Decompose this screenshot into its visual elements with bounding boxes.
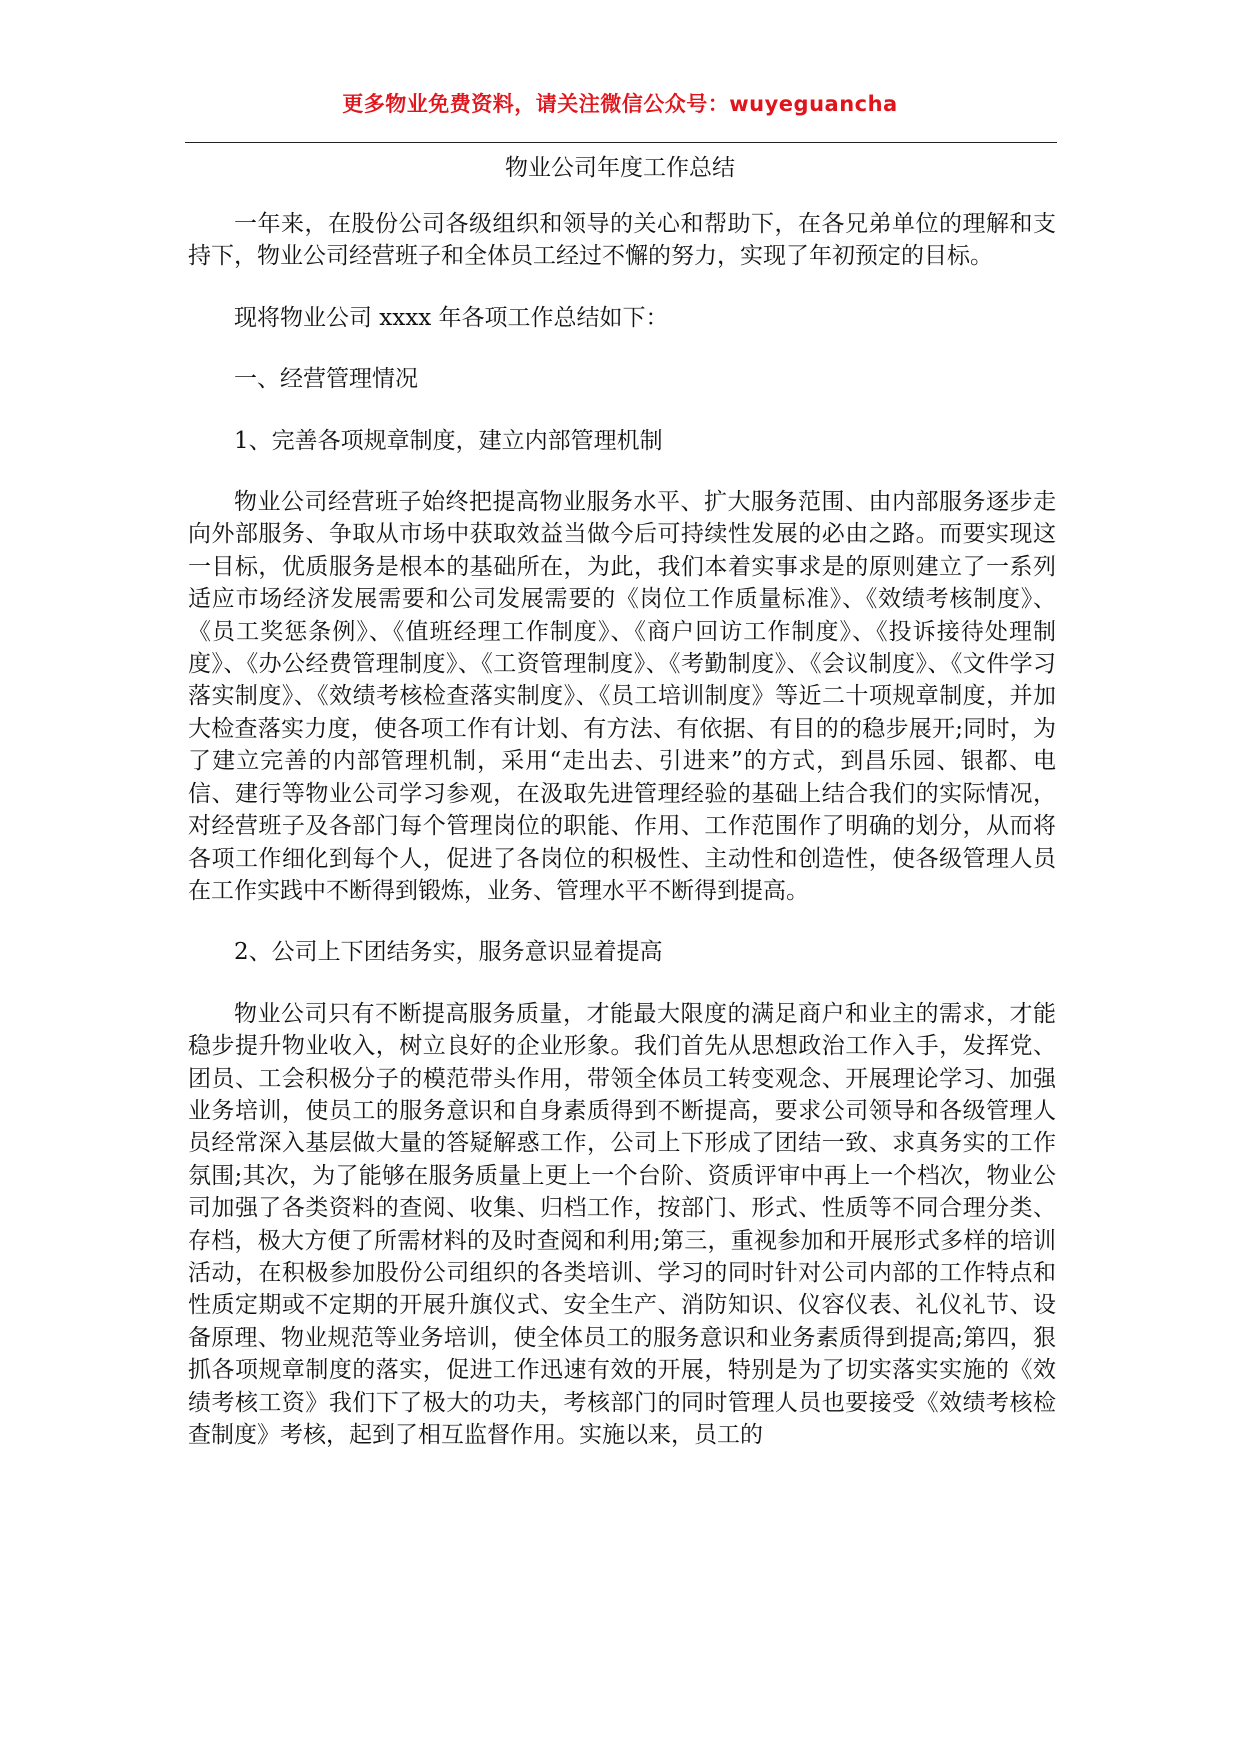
document-title: 物业公司年度工作总结 <box>505 155 735 181</box>
paragraph-summary-lead: 现将物业公司 xxxx 年各项工作总结如下： <box>234 304 669 331</box>
section-heading-1: 一、经营管理情况 <box>234 366 418 393</box>
paragraph-intro: 一年来，在股份公司各级组织和领导的关心和帮助下，在各兄弟单位的理解和支持下，物业公司经营班子和全体员工经过不懈的努力，实现了年初预定的目标。 <box>188 211 1056 270</box>
header-divider <box>185 142 1057 143</box>
subsection-heading-2: 2、公司上下团结务实，服务意识显着提高 <box>234 939 663 966</box>
paragraph-rules-system: 物业公司经营班子始终把提高物业服务水平、扩大服务范围、由内部服务逐步走向外部服务、争取从市场中获取效益当做今后可持续性发展的必由之路。而要实现这一目标，优质服务是根本的基础所在，为此，我们本着实事求是的原则建立了一系列适应市场经济发展需要和公司发展需要的《岗位工作质量标准》、《效绩考核制度》、《员工奖惩条例》、《值班经理工作制度》、《商户回访工作制度》、《投诉接待处理制度》、《办公经费管理制度》、《工资管理制度》、《考勤制度》、《会议制度》、《文件学习落实制度》、《效绩考核检查落实制度》、《员工培训制度》等近二十项规章制度，并加大检查落实力度，使各项工作有计划、有方法、有依据、有目的的稳步展开;同时，为了建立完善的内部管理机制，采用“走出去、引进来”的方式，到昌乐园、银都、电信、建行等物业公司学习参观，在汲取先进管理经验的基础上结合我们的实际情况，对经营班子及各部门每个管理岗位的职能、作用、工作范围作了明确的划分，从而将各项工作细化到每个人，促进了各岗位的积极性、主动性和创造性，使各级管理人员在工作实践中不断得到锻炼，业务、管理水平不断得到提高。 <box>188 489 1056 904</box>
paragraph-service-awareness: 物业公司只有不断提高服务质量，才能最大限度的满足商户和业主的需求，才能稳步提升物业收入，树立良好的企业形象。我们首先从思想政治工作入手，发挥党、团员、工会积极分子的模范带头作用，带领全体员工转变观念、开展理论学习、加强业务培训，使员工的服务意识和自身素质得到不断提高，要求公司领导和各级管理人员经常深入基层做大量的答疑解惑工作，公司上下形成了团结一致、求真务实的工作氛围;其次，为了能够在服务质量上更上一个台阶、资质评审中再上一个档次，物业公司加强了各类资料的查阅、收集、归档工作，按部门、形式、性质等不同合理分类、存档，极大方便了所需材料的及时查阅和利用;第三，重视参加和开展形式多样的培训活动，在积极参加股份公司组织的各类培训、学习的同时针对公司内部的工作特点和性质定期或不定期的开展升旗仪式、安全生产、消防知识、仪容仪表、礼仪礼节、设备原理、物业规范等业务培训，使全体员工的服务意识和业务素质得到提高;第四，狠抓各项规章制度的落实，促进工作迅速有效的开展，特别是为了切实落实实施的《效绩考核工资》我们下了极大的功夫，考核部门的同时管理人员也要接受《效绩考核检查制度》考核，起到了相互监督作用。实施以来，员工的 <box>188 1000 1056 1448</box>
promo-header-note: 更多物业免费资料，请关注微信公众号：wuyeguancha <box>342 92 898 116</box>
document-body <box>188 208 1056 1480</box>
subsection-heading-1: 1、完善各项规章制度，建立内部管理机制 <box>234 427 663 454</box>
